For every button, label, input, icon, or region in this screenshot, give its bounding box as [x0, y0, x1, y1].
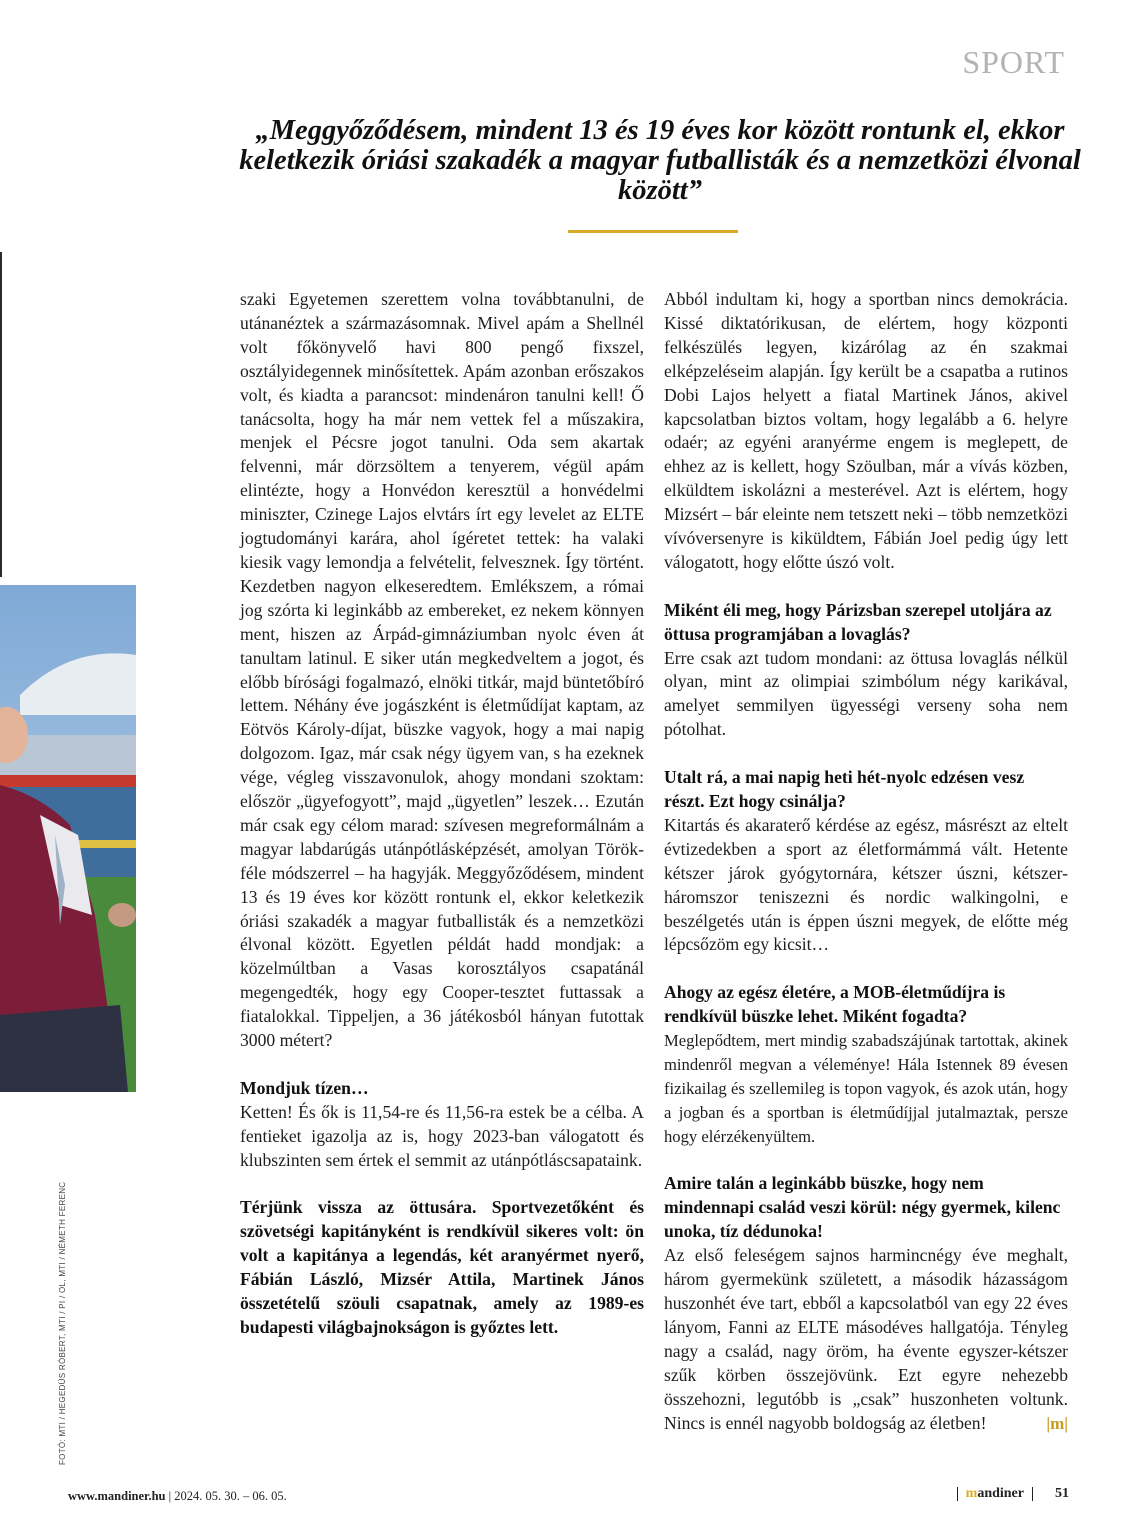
body-paragraph: Ketten! És ők is 11,54-re és 11,56-ra estek be a célba. A fentieket igazolja az is, hogy 2023-ban válogatott és klubszinten sem értek el semmit az utánpótláscsapataink. — [240, 1101, 644, 1170]
separator — [1032, 1487, 1033, 1501]
separator — [957, 1487, 958, 1501]
body-paragraph: szaki Egyetemen szerettem volna továbbtanulni, de utánanéztek a származásomnak. Mivel apám a Shellnél volt főkönyvelő havi 800 pengő fixszel, osztályidegennek minősítettek. Apám azonban erőszakos volt, és kiadta a parancsot: mindenáron tanulni kell! Ő tanácsolta, hogy ha már nem vettek fel a műszakira, menjek el Pécsre jogot tanulni. Oda sem akartak felvenni, már dörzsöltem a tenyerem, végül apám elintézte, hogy a Honvédon keresztül a honvédelmi miniszter, Czinege Lajos elvtárs írt egy levelet az ELTE jogtudományi karára, ahol ígéretet tettek: ha valaki kiesik vagy lemondja a felvételit, felvesznek. Így történt. Kezdetben nagyon elkeseredtem. Emlékszem, a római jog szórta ki leginkább az embereket, ez nekem könnyen ment, hiszen az Árpád-gimnáziumban nyolc éven át tanultam latinul. E siker után megkedveltem a jogot, és előbb bírósági fogalmazó, elnöki titkár, majd büntetőbíró lettem. Néhány éve jogászként is életműdíjat kaptam, az Eötvös Károly-díjat, büszke vagyok, hogy a mai napig dolgozom. Igaz, már csak négy ügyem van, s ha ezeknek vége, végleg visszavonulok, ahogy mondani szoktam: először „ügyefogyott”, majd „ügyetlen” leszek… Ezután már csak egy célom marad: szívesen megreformálnám a magyar labdarúgás utánpótlásképzését, amolyan Török-féle módszerrel – ha hagyják. Meggyőződésem, mindent 13 és 19 éves kor között rontunk el, ekkor keletkezik óriási szakadék a magyar futballisták és a nemzetközi élvonal között. Egyetlen példát hadd mondjak: a közelmúltban a Vasas korosztályos csapatánál megengedték, hogy egy Cooper-tesztet futtassak a fiatalokkal. Tippeljen, a 36 játékosból hányan futottak 3000 métert? — [240, 289, 644, 1051]
photo-credit: FOTÓ: MTI / HEGEDÜS RÓBERT, MTI / PI / OL, MTI / NÉMETH FERENC — [58, 1181, 67, 1465]
body-paragraph: Abból indultam ki, hogy a sportban nincs demokrácia. Kissé diktatórikusan, de elértem, hogy központi felkészülés legyen, kizárólag az én szakmai elképzeléseim alapján. Így került be a csapatba a rutinos Dobi Lajos helyett a fiatal Martinek János, akivel kapcsolatban biztos voltam, hogy legalább a 6. helyre odaér; az egyéni aranyérme engem is meglepett, de ehhez az is kellett, hogy Szöulban, már a vívás közben, elküldtem iskolázni a mesterével. Azt is elértem, hogy Mizsért – bár eleinte nem tetszett neki – több nemzetközi vívóversenyre is kiküldtem, Fábián Joel pedig úgy lett válogatott, hogy előtte úszó volt. — [664, 289, 1068, 572]
pull-quote: „Meggyőződésem, mindent 13 és 19 éves kor között rontunk el, ekkor keletkezik óriási szakadék a magyar futballisták és a nemzetközi élvonal között” — [239, 115, 1081, 206]
footer-brand — [957, 1486, 1069, 1502]
footer-site: www.mandiner.hu | 2024. 05. 30. – 06. 05. — [68, 1489, 287, 1503]
body-paragraph: Erre csak azt tudom mondani: az öttusa lovaglás nélkül olyan, mint az olimpiai szimbólum négy karikával, amelyet semmilyen ügyességi verseny soha nem pótolhat. — [664, 647, 1068, 740]
interview-question: Térjünk vissza az öttusára. Sportvezetőként és szövetségi kapitányként is rendkívül sikeres volt: ön volt a kapitánya a legendás, két aranyérmet nyerő, Fábián László, Mizsér Attila, Martinek János összetételű szöuli csapatnak, amely az 1989-es budapesti világbajnokságon is győztes lett. — [240, 1197, 644, 1337]
interview-question: Miként éli meg, hogy Párizsban szerepel utoljára az öttusa programjában a lovaglás? — [664, 599, 1052, 644]
interview-question: Utalt rá, a mai napig heti hét-nyolc edzésen vesz részt. Ezt hogy csinálja? — [664, 767, 1025, 811]
body-text: Az első feleségem sajnos harmincnégy éve meghalt, három gyermekünk született, a második házasságom huszonhét éve tart, ebből a kapcsolatból van egy 22 éves lányom, Fanni az ELTE másodéves hallgatója. Tényleg nagy a család, nagy öröm, ha évente egyszer-kétszer szűk körben összejövünk. Ezt egyre nehezebb összehozni, legutóbb is „csak” huszonheten voltunk. Nincs is ennél nagyobb boldogság az életben! — [664, 1245, 1068, 1433]
photo-illustration — [0, 585, 136, 1092]
body-paragraph — [664, 1244, 1068, 1435]
article-column-left — [240, 288, 644, 1340]
body-paragraph: Kitartás és akaraterő kérdése az egész, másrészt az eltelt évtizedekben a sport az életformámmá vált. Hetente kétszer járok gyógytornára, kétszer úszni, kétszer-háromszor teniszezni és nordic walkingolni, e beszélgetés után is éppen úszni megyek, de előtte még lépcsőzöm egy kicsit… — [664, 814, 1068, 955]
interview-question: Amire talán a leginkább büszke, hogy nem mindennapi család veszi körül: négy gyermek, kilenc unoka, tíz dédunoka! — [664, 1173, 1061, 1242]
page-number: 51 — [1055, 1486, 1069, 1501]
site-url: www.mandiner.hu — [68, 1489, 166, 1503]
issue-dates: 2024. 05. 30. – 06. 05. — [174, 1489, 287, 1503]
section-label: SPORT — [962, 44, 1065, 80]
quote-divider — [568, 230, 738, 233]
edge-photo-border — [0, 252, 2, 577]
end-mark: |m| — [1046, 1413, 1068, 1433]
interview-question: Ahogy az egész életére, a MOB-életműdíjra is rendkívül büszke lehet. Miként fogadta? — [664, 982, 1006, 1027]
interview-question: Mondjuk tízen… — [240, 1077, 369, 1098]
body-paragraph: Meglepődtem, mert mindig szabadszájúnak tartottak, akinek mindenről megvan a véleménye! Hála Istennek 89 évesen fizikailag és szellemileg is topon vagyok, és azok után, hogy a jogban és a sportban is életműdíjjal jutalmaztak, persze hogy elérzékenyültem. — [664, 1031, 1068, 1146]
article-column-right — [664, 288, 1068, 1435]
brand-logo: mandiner — [965, 1486, 1024, 1501]
photo-cropped — [0, 585, 136, 1092]
